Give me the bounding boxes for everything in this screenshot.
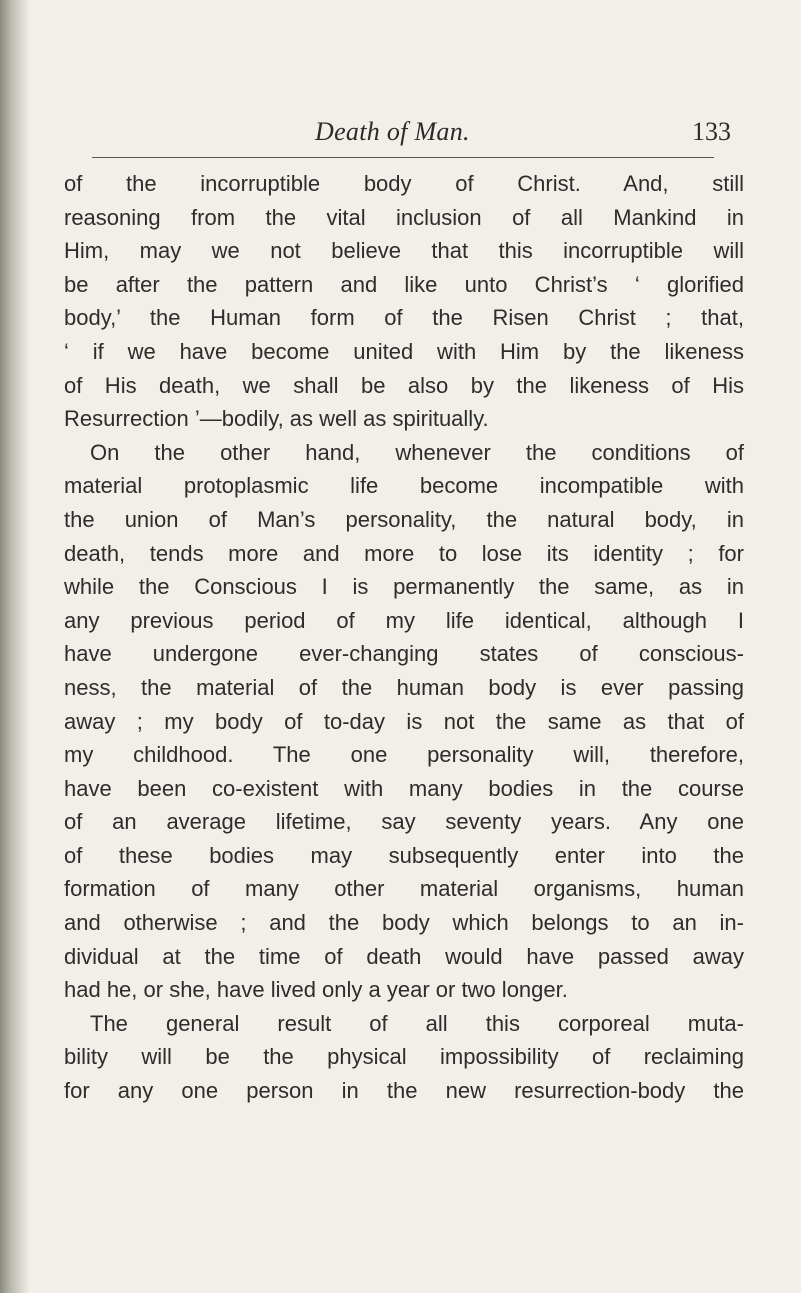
text-line: reasoning from the vital inclusion of all Mankind in xyxy=(64,204,744,230)
text-line: of the incorruptible body of Christ. And, still xyxy=(64,171,744,196)
header-rule xyxy=(92,157,714,158)
text-line: of these bodies may subsequently enter into the xyxy=(64,842,744,868)
text-line: my childhood. The one personality will, therefore, xyxy=(64,742,744,768)
text-line: of an average lifetime, say seventy years. Any one xyxy=(64,809,744,835)
page-number: 133 xyxy=(692,117,731,146)
text-line: away ; my body of to-day is not the same as that of xyxy=(64,708,744,734)
text-line: bility will be the physical impossibility of reclaiming xyxy=(64,1044,744,1070)
running-head xyxy=(0,117,801,157)
text-line: be after the pattern and like unto Christ’s ‘ glorified xyxy=(64,271,744,297)
running-title: Death of Man. xyxy=(315,117,470,146)
text-line: ‘ if we have become united with Him by the likeness xyxy=(64,338,744,364)
text-line: Him, may we not believe that this incorruptible will xyxy=(64,238,744,264)
text-line: formation of many other material organisms, human xyxy=(64,876,744,902)
text-line: of His death, we shall be also by the likeness of His xyxy=(64,372,744,398)
text-line: ness, the material of the human body is ever passing xyxy=(64,674,744,700)
text-line: the union of Man’s personality, the natural body, in xyxy=(64,506,744,532)
text-line: material protoplasmic life become incompatible with xyxy=(64,473,744,499)
text-line: On the other hand, whenever the conditions of xyxy=(90,439,744,465)
text-line: body,’ the Human form of the Risen Christ ; that, xyxy=(64,305,744,331)
text-line: have undergone ever-changing states of conscious- xyxy=(64,641,744,667)
text-line: have been co-existent with many bodies in the course xyxy=(64,775,744,801)
text-line: Resurrection ’—bodily, as well as spiritually. xyxy=(64,406,489,432)
text-line: any previous period of my life identical, although I xyxy=(64,607,744,633)
text-line: and otherwise ; and the body which belongs to an in- xyxy=(64,910,744,936)
text-line: death, tends more and more to lose its identity ; for xyxy=(64,540,744,566)
text-line: for any one person in the new resurrection-body the xyxy=(64,1078,744,1104)
text-line: dividual at the time of death would have passed away xyxy=(64,943,744,969)
body-text xyxy=(64,167,744,1108)
text-line: The general result of all this corporeal muta- xyxy=(90,1010,744,1036)
page-gutter-shadow xyxy=(0,0,30,1293)
text-line: while the Conscious I is permanently the same, as in xyxy=(64,574,744,600)
text-line: had he, or she, have lived only a year or two longer. xyxy=(64,977,568,1003)
